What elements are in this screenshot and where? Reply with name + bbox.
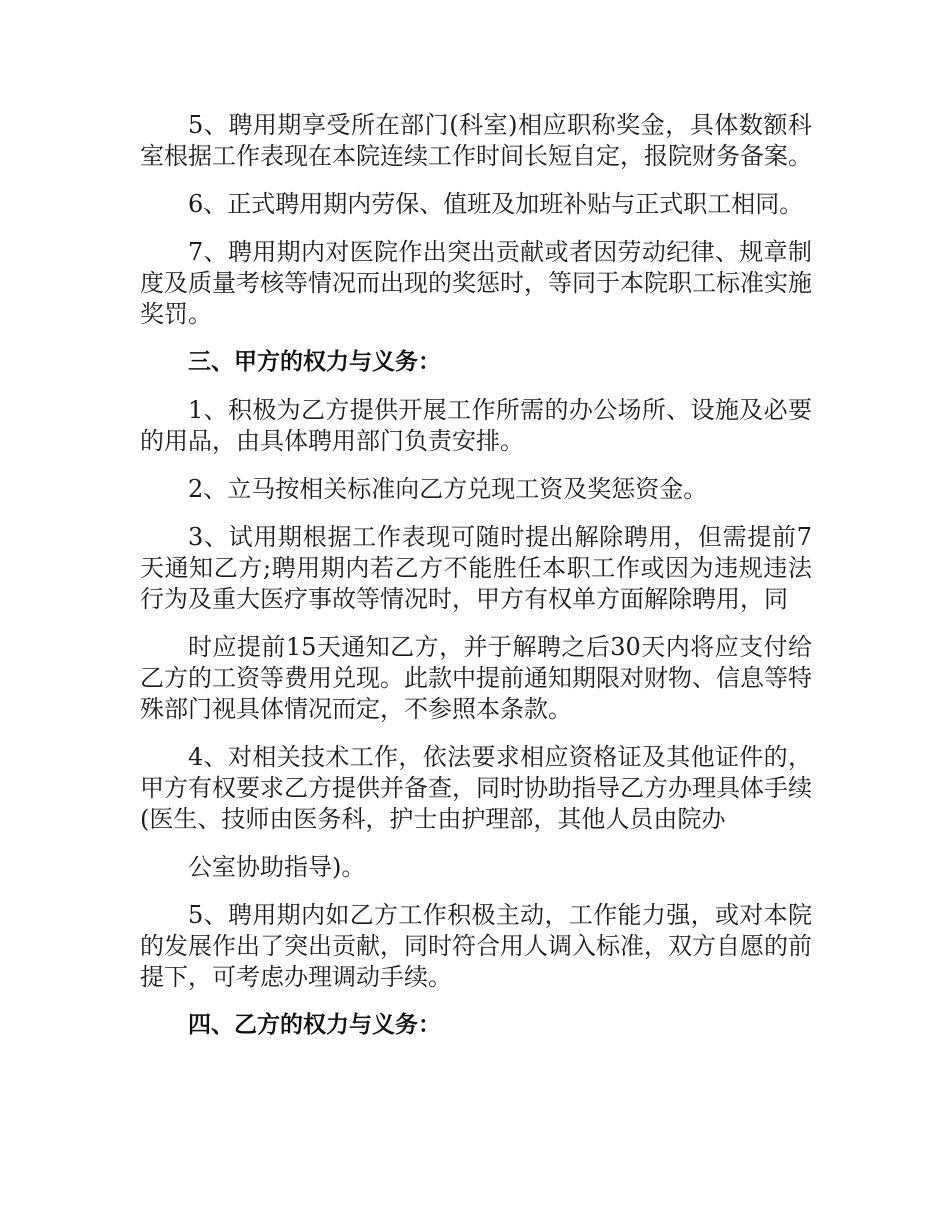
document-body	[140, 110, 812, 1058]
paragraph-party-a-2: 2、立马按相关标准向乙方兑现工资及奖惩资金。	[188, 475, 708, 503]
paragraph-party-a-4-continued: 公室协助指导)。	[188, 853, 366, 881]
paragraph-party-a-1: 1、积极为乙方提供开展工作所需的办公场所、设施及必要的用品，由具体聘用部门负责安排。	[140, 396, 812, 455]
paragraph-party-a-3-continued: 时应提前15天通知乙方，并于解聘之后30天内将应支付给乙方的工资等费用兑现。此款中提前通知期限对财物、信息等特殊部门视具体情况而定，不参照本条款。	[140, 633, 812, 723]
paragraph-party-a-3: 3、试用期根据工作表现可随时提出解除聘用，但需提前7天通知乙方;聘用期内若乙方不能胜任本职工作或因为违规违法行为及重大医疗事故等情况时，甲方有权单方面解除聘用，同	[140, 523, 812, 613]
section-heading-party-a: 三、甲方的权力与义务：	[188, 349, 441, 375]
section-heading-party-b: 四、乙方的权力与义务：	[188, 1012, 441, 1038]
paragraph-party-a-4: 4、对相关技术工作，依法要求相应资格证及其他证件的，甲方有权要求乙方提供并备查，同时协助指导乙方办理具体手续(医生、技师由医务科，护士由护理部，其他人员由院办	[140, 743, 812, 833]
paragraph-party-a-5: 5、聘用期内如乙方工作积极主动，工作能力强，或对本院的发展作出了突出贡献，同时符合用人调入标准，双方自愿的前提下，可考虑办理调动手续。	[140, 901, 812, 991]
paragraph-item-6-allowance: 6、正式聘用期内劳保、值班及加班补贴与正式职工相同。	[188, 190, 804, 218]
paragraph-item-7-rewards: 7、聘用期内对医院作出突出贡献或者因劳动纪律、规章制度及质量考核等情况而出现的奖惩时，等同于本院职工标准实施奖罚。	[140, 238, 812, 328]
paragraph-item-5-bonus: 5、聘用期享受所在部门(科室)相应职称奖金，具体数额科室根据工作表现在本院连续工作时间长短自定，报院财务备案。	[140, 111, 812, 170]
